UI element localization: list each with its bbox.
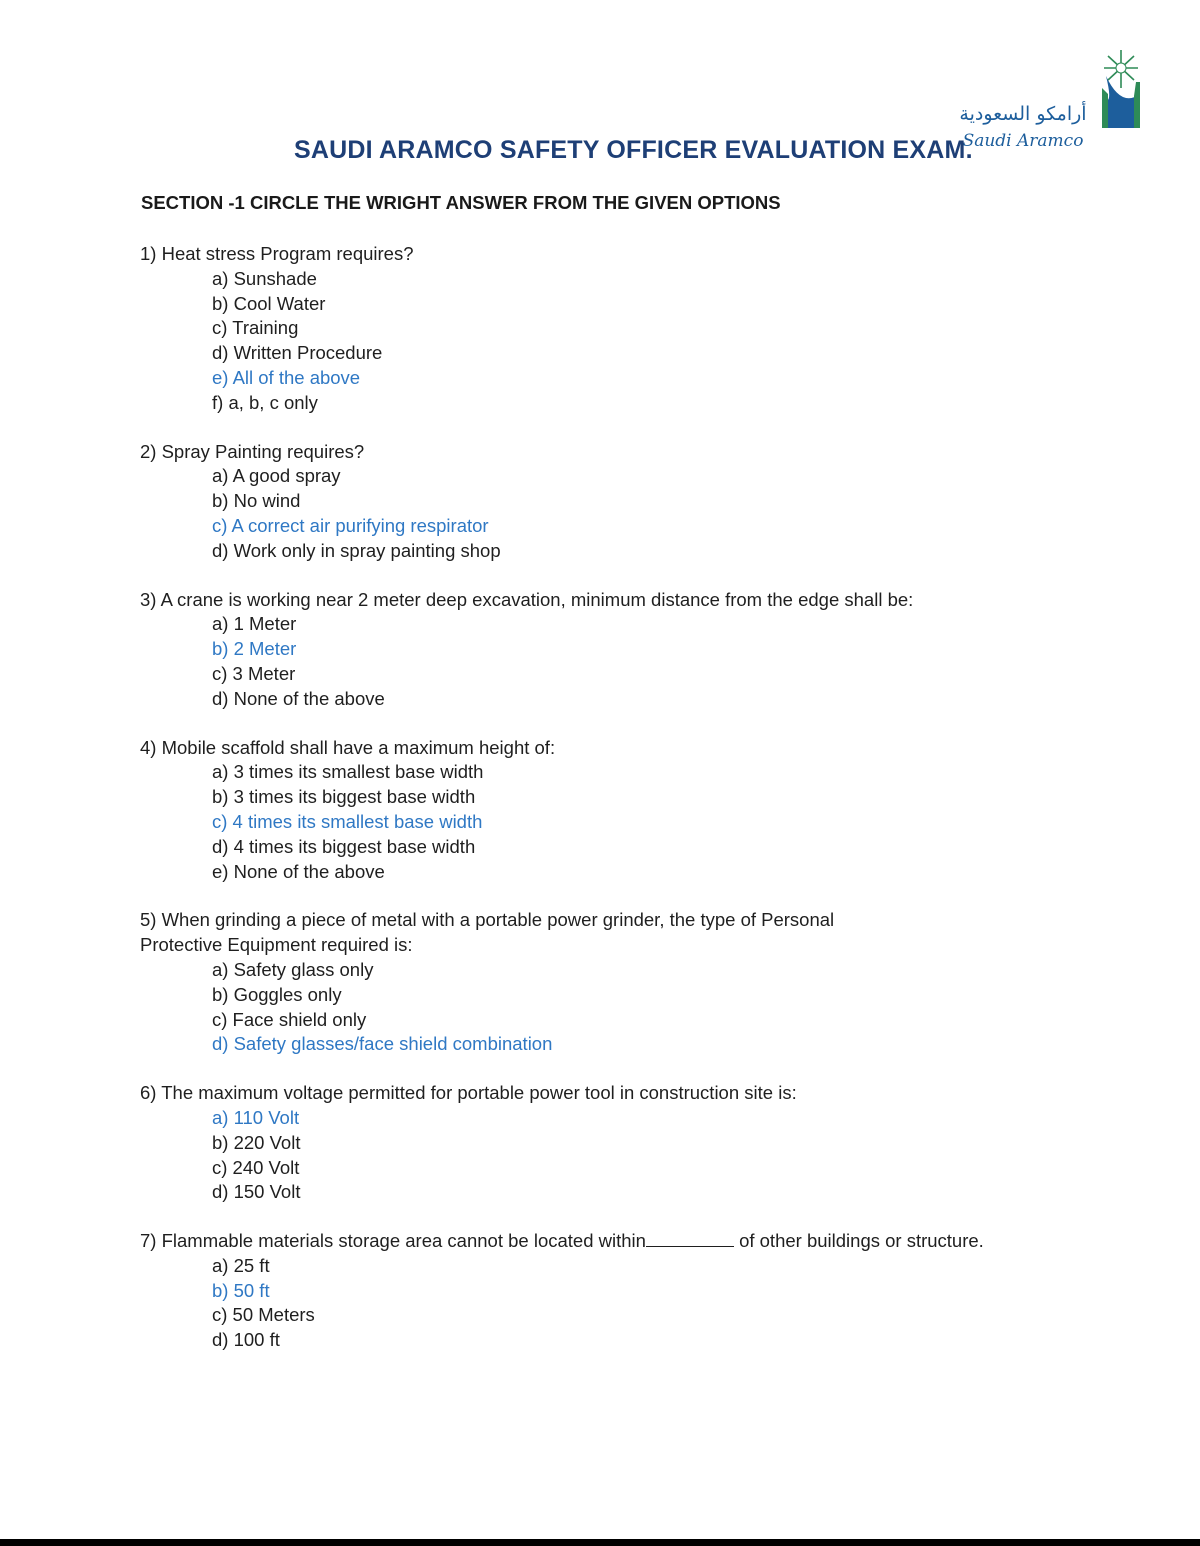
option-list	[140, 612, 1040, 711]
saudi-aramco-logo	[958, 48, 1148, 158]
option-c[interactable]: c) 240 Volt	[212, 1156, 300, 1178]
option-b[interactable]: b) 220 Volt	[212, 1131, 301, 1153]
fill-in-blank	[646, 1232, 734, 1247]
option-d[interactable]: d) 150 Volt	[212, 1181, 301, 1203]
option-a[interactable]: a) 1 Meter	[212, 613, 297, 635]
question-1	[140, 242, 1040, 416]
question-list	[140, 242, 1040, 1377]
option-list	[140, 958, 1040, 1057]
option-c[interactable]: c) Training	[212, 317, 299, 339]
option-a[interactable]: a) 25 ft	[212, 1254, 270, 1276]
question-stem: 2) Spray Painting requires?	[140, 440, 365, 462]
option-list	[140, 1106, 1040, 1205]
question-stem	[140, 1229, 1040, 1254]
exam-title: SAUDI ARAMCO SAFETY OFFICER EVALUATION EXAM.	[294, 136, 973, 164]
option-e[interactable]: e) None of the above	[212, 860, 385, 882]
option-list	[140, 1254, 1040, 1353]
question-7	[140, 1229, 1040, 1353]
option-a[interactable]: a) A good spray	[212, 465, 341, 487]
question-stem: 4) Mobile scaffold shall have a maximum height of:	[140, 736, 556, 758]
question-4	[140, 736, 1040, 885]
option-a-highlighted[interactable]: a) 110 Volt	[212, 1106, 300, 1128]
option-b[interactable]: b) Cool Water	[212, 292, 326, 314]
option-b[interactable]: b) Goggles only	[212, 983, 342, 1005]
stem-before-blank: 7) Flammable materials storage area cannot be located within	[140, 1230, 646, 1252]
option-d[interactable]: d) Work only in spray painting shop	[212, 539, 501, 561]
option-d[interactable]: d) Written Procedure	[212, 342, 383, 364]
question-stem: 5) When grinding a piece of metal with a portable power grinder, the type of Personal Protective Equipment required is:	[140, 909, 835, 956]
option-a[interactable]: a) Safety glass only	[212, 958, 374, 980]
option-e-highlighted[interactable]: e) All of the above	[212, 366, 361, 388]
option-c-highlighted[interactable]: c) 4 times its smallest base width	[212, 810, 483, 832]
option-d-highlighted[interactable]: d) Safety glasses/face shield combination	[212, 1033, 553, 1055]
option-d[interactable]: d) 4 times its biggest base width	[212, 835, 476, 857]
option-c[interactable]: c) Face shield only	[212, 1008, 367, 1030]
logo-arabic-text: أرامكو السعودية	[959, 103, 1087, 125]
section-heading: SECTION -1 CIRCLE THE WRIGHT ANSWER FROM THE GIVEN OPTIONS	[141, 192, 781, 213]
option-list	[140, 267, 1040, 416]
logo-latin-text: Saudi Aramco	[962, 131, 1084, 151]
option-d[interactable]: d) 100 ft	[212, 1329, 280, 1351]
option-c[interactable]: c) 50 Meters	[212, 1304, 315, 1326]
question-stem: 3) A crane is working near 2 meter deep excavation, minimum distance from the edge shall be:	[140, 588, 914, 610]
question-stem: 6) The maximum voltage permitted for portable power tool in construction site is:	[140, 1082, 797, 1104]
option-b-highlighted[interactable]: b) 50 ft	[212, 1279, 270, 1301]
stem-after-blank: of other buildings or structure.	[733, 1230, 984, 1252]
question-3	[140, 588, 1040, 712]
option-f[interactable]: f) a, b, c only	[212, 391, 318, 413]
question-2	[140, 440, 1040, 564]
option-a[interactable]: a) Sunshade	[212, 267, 317, 289]
option-b[interactable]: b) No wind	[212, 490, 301, 512]
option-c[interactable]: c) 3 Meter	[212, 662, 296, 684]
option-c-highlighted[interactable]: c) A correct air purifying respirator	[212, 514, 489, 536]
option-b[interactable]: b) 3 times its biggest base width	[212, 786, 476, 808]
option-list	[140, 760, 1040, 884]
question-5	[140, 908, 1040, 1057]
aramco-star-mark-icon	[1096, 48, 1146, 128]
question-6	[140, 1081, 1040, 1205]
question-stem: 1) Heat stress Program requires?	[140, 243, 414, 264]
option-list	[140, 464, 1040, 563]
bottom-edge-bar	[0, 1539, 1200, 1546]
option-b-highlighted[interactable]: b) 2 Meter	[212, 638, 297, 660]
option-a[interactable]: a) 3 times its smallest base width	[212, 761, 484, 783]
option-d[interactable]: d) None of the above	[212, 687, 385, 709]
